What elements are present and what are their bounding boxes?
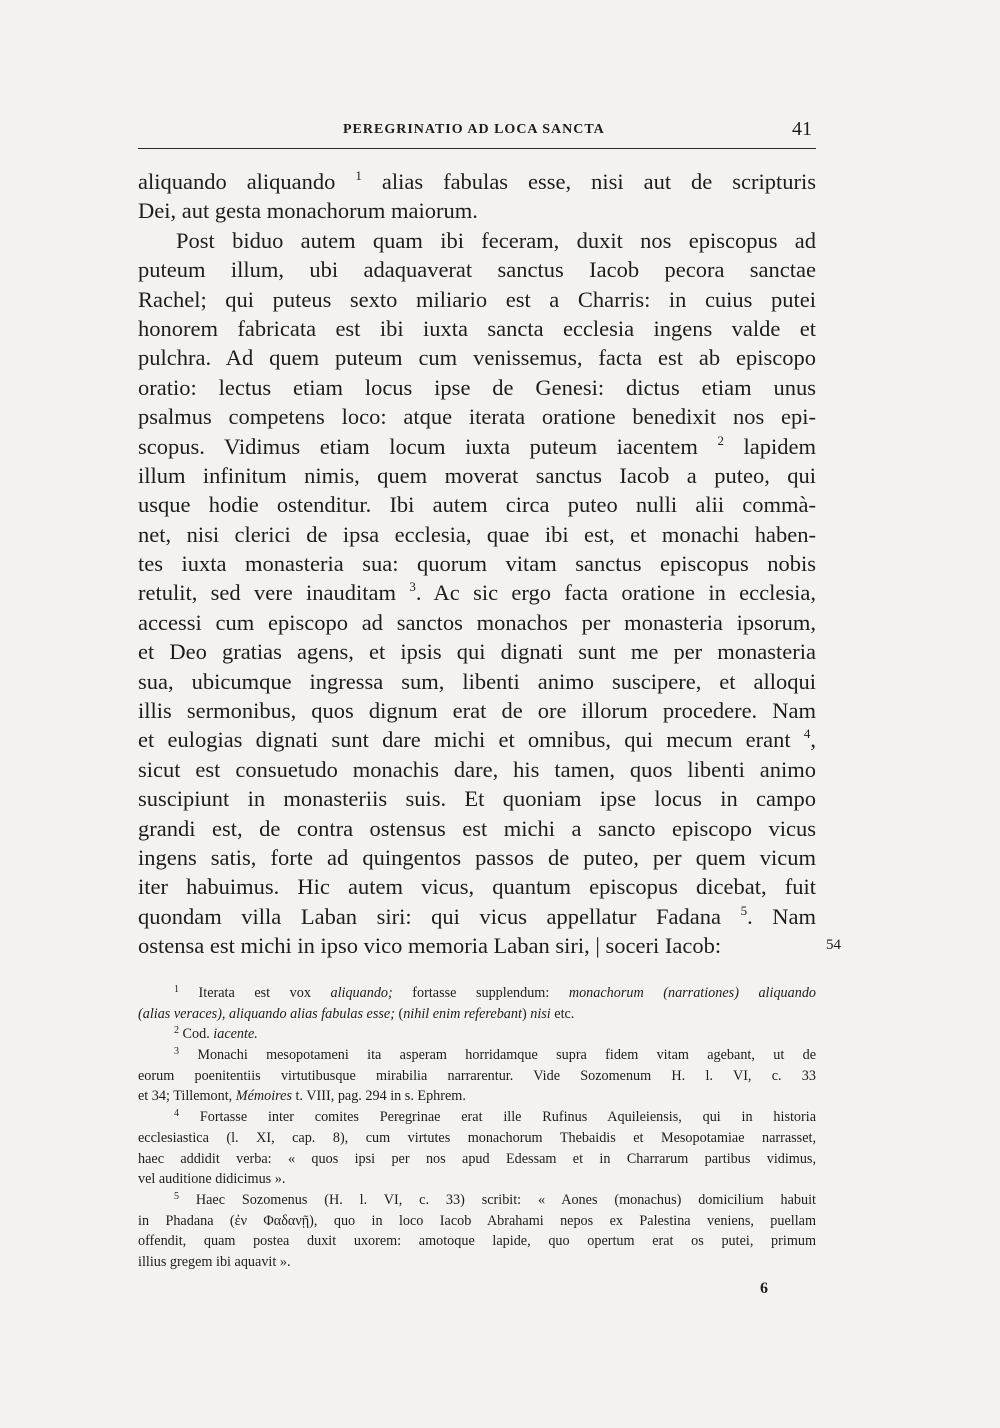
text-segment: . Ac sic ergo facta oratione in ecclesia,: [415, 580, 816, 606]
footnote-line: $^2$ Cod. iacente.: [174, 1025, 258, 1043]
text-segment: Dei, aut gesta monachorum maiorum.: [138, 198, 478, 224]
text-segment: lapidem: [723, 433, 816, 459]
text-line: [138, 432, 816, 461]
text-segment: Post biduo autem quam ibi feceram, duxit nos episcopus ad: [176, 227, 816, 253]
text-line: [138, 285, 816, 314]
footnote-line: (alias veraces), aliquando alias fabulas esse; (nihil enim referebant) nisi etc.: [138, 1005, 575, 1022]
text-line: [138, 814, 816, 843]
footnote-reference: 5: [740, 902, 748, 918]
text-segment: grandi est, de contra ostensus est michi a sancto episcopo vicus: [138, 815, 816, 841]
text-segment: ostensa est michi in ipso vico memoria Laban siri, | soceri Iacob:: [138, 933, 722, 959]
text-segment: usque hodie ostenditur. Ibi autem circa puteo nulli alii commà-: [138, 492, 816, 518]
footnote-line: et 34; Tillemont, Mémoires t. VIII, pag. 294 in s. Ephrem.: [138, 1088, 466, 1105]
running-title: PEREGRINATIO AD LOCA SANCTA: [343, 122, 605, 137]
text-segment: aliquando aliquando: [138, 169, 356, 194]
text-segment: net, nisi clerici de ipsa ecclesia, quae ibi est, et monachi haben-: [138, 521, 816, 547]
text-segment: tes iuxta monasteria sua: quorum vitam sanctus episcopus nobis: [138, 551, 816, 577]
footnote-line: $^3$ Monachi mesopotameni ita asperam horridamque supra fidem vitam agebant, ut de: [174, 1046, 816, 1064]
footnote-line: $^4$ Fortasse inter comites Peregrinae erat ille Rufinus Aquileiensis, qui in historia: [174, 1108, 816, 1126]
text-segment: et Deo gratias agens, et ipsis qui dignati sunt me per monasteria: [138, 639, 816, 665]
text-line: [138, 167, 816, 196]
text-segment: suscipiunt in monasteriis suis. Et quoniam ipse locus in campo: [138, 786, 816, 812]
signature-mark: 6: [760, 1280, 768, 1297]
footnote-line: eorum poenitentiis virtutibusque mirabilia narrarentur. Vide Sozomenum H. l. VI, c. 33: [138, 1067, 816, 1084]
text-line: [138, 314, 816, 343]
text-segment: pulchra. Ad quem puteum cum venissemus, facta est ab episcopo: [138, 345, 816, 371]
running-header: [138, 118, 816, 149]
text-line: [138, 872, 816, 901]
text-segment: sicut est consuetudo monachis dare, his tamen, quos libenti animo: [138, 756, 816, 782]
text-line: [138, 490, 816, 519]
text-line: [138, 931, 816, 960]
text-line: [138, 696, 816, 725]
text-line: [138, 608, 816, 637]
text-segment: illum infinitum nimis, quem moverat sanctus Iacob a puteo, qui: [138, 462, 816, 488]
footnote-line: in Phadana (ἐν Φαδανῇ), quo in loco Iacob Abrahami nepos ex Palestina veniens, puellam: [138, 1212, 816, 1229]
text-line: [138, 255, 816, 284]
text-segment: oratio: lectus etiam locus ipse de Genesi: dictus etiam unus: [138, 374, 816, 400]
text-line: [138, 843, 816, 872]
text-segment: scopus. Vidimus etiam locum iuxta puteum iacentem: [138, 433, 718, 459]
text-line: [138, 373, 816, 402]
text-segment: ingens satis, forte ad quingentos passos de puteo, per quem vicum: [138, 844, 816, 870]
text-line: [138, 520, 816, 549]
footnote-reference: 4: [803, 726, 811, 742]
main-text: [138, 167, 816, 961]
text-segment: iter habuimus. Hic autem vicus, quantum episcopus dicebat, fuit: [138, 874, 816, 900]
footnotes: [138, 983, 816, 1273]
page-number: 41: [792, 118, 812, 140]
text-line: [138, 226, 816, 255]
text-line: [138, 755, 816, 784]
text-line: [138, 578, 816, 607]
text-segment: retulit, sed vere inauditam: [138, 580, 410, 606]
footnote-reference: 1: [355, 168, 362, 183]
text-line: [138, 667, 816, 696]
footnote-line: haec addidit verba: « quos ipsi per nos apud Edessam et in Charrarum partibus vidimus,: [138, 1150, 816, 1167]
footnote-line: ecclesiastica (l. XI, cap. 8), cum virtutes monachorum Thebaidis et Mesopotamiae narrasset,: [138, 1129, 816, 1146]
margin-line-number: 54: [826, 937, 841, 953]
text-segment: ,: [810, 727, 816, 753]
text-segment: Rachel; qui puteus sexto miliario est a Charris: in cuius putei: [138, 286, 816, 312]
footnote-line: offendit, quam postea duxit uxorem: amotoque lapide, quo opertum erat os putei, primum: [138, 1233, 816, 1250]
text-segment: honorem fabricata est ibi iuxta sancta ecclesia ingens valde et: [138, 315, 816, 341]
footnote-reference: 2: [717, 432, 724, 448]
text-line: [138, 902, 816, 931]
text-segment: psalmus competens loco: atque iterata oratione benedixit nos epi-: [138, 404, 816, 430]
footnote-reference: 3: [409, 579, 416, 595]
text-segment: et eulogias dignati sunt dare michi et omnibus, qui mecum erant: [138, 727, 804, 753]
footnote-line: $^5$ Haec Sozomenus (H. l. VI, c. 33) scribit: « Aones (monachus) domicilium habuit: [174, 1190, 816, 1208]
text-segment: illis sermonibus, quos dignum erat de ore illorum procedere. Nam: [138, 698, 816, 724]
text-segment: sua, ubicumque ingressa sum, libenti animo suscipere, et alloqui: [138, 668, 816, 694]
text-segment: puteum illum, ubi adaquaverat sanctus Iacob pecora sanctae: [138, 257, 816, 283]
footnote-line: $^1$ Iterata est vox aliquando; fortasse supplendum: monachorum (narrationes) aliquando: [174, 984, 817, 1001]
text-line: [138, 784, 816, 813]
text-line: [138, 343, 816, 372]
text-line: [138, 461, 816, 490]
text-segment: . Nam: [747, 903, 816, 929]
text-line: [138, 196, 816, 225]
text-line: [138, 725, 816, 754]
text-segment: accessi cum episcopo ad sanctos monachos per monasteria ipsorum,: [138, 609, 816, 635]
text-line: [138, 402, 816, 431]
text-segment: quondam villa Laban siri: qui vicus appellatur Fadana: [138, 903, 741, 929]
text-line: [138, 637, 816, 666]
text-segment: alias fabulas esse, nisi aut de scripturis: [361, 169, 816, 194]
footnote-line: vel auditione didicimus ».: [138, 1171, 286, 1188]
text-line: [138, 549, 816, 578]
footnote-line: illius gregem ibi aquavit ».: [138, 1253, 291, 1270]
